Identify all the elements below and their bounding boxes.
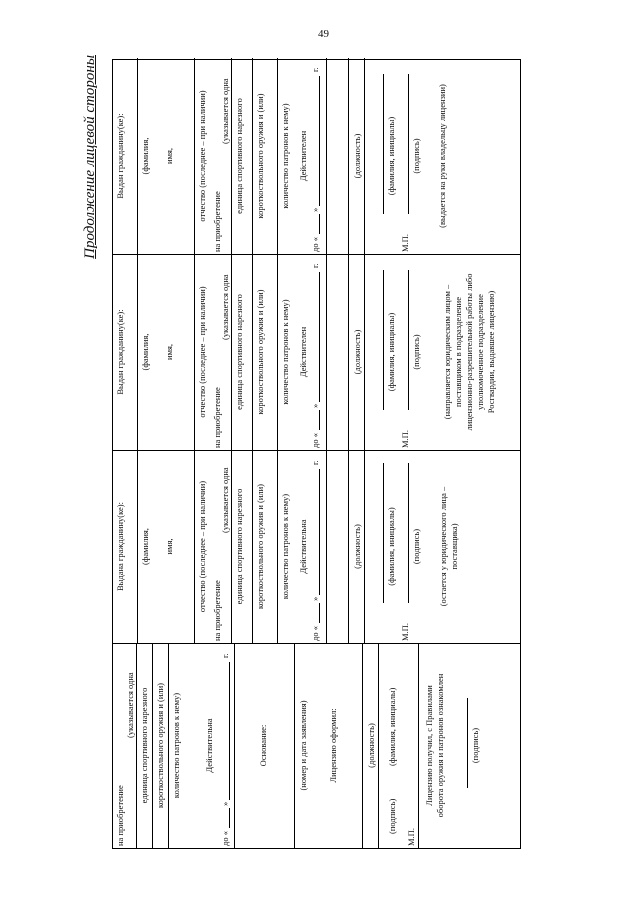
- line: [319, 603, 320, 623]
- signature-label: (подпись): [387, 798, 397, 834]
- line: [231, 58, 232, 254]
- cartridges-label: количество патронов к нему): [280, 103, 290, 209]
- short-barrel-label: короткоствольного оружия и (или): [255, 484, 265, 610]
- line: [252, 58, 253, 254]
- line: [277, 450, 278, 643]
- line: [168, 643, 169, 848]
- line: [231, 254, 232, 450]
- short-barrel-label: короткоствольного оружия и (или): [255, 93, 265, 219]
- page-number: 49: [318, 28, 329, 40]
- line: [234, 643, 235, 848]
- line: [383, 74, 384, 214]
- indicate-one-label: (указывается одна: [125, 672, 135, 738]
- indicate-one-label: (указывается одна: [220, 78, 230, 144]
- note-line1: (остается у юридического лица –: [438, 486, 448, 607]
- indicate-one-label: (указывается одна: [220, 274, 230, 340]
- line: [319, 469, 320, 595]
- cartridges-label: количество патронов к нему): [171, 692, 181, 799]
- cartridges-label: количество патронов к нему): [280, 493, 290, 600]
- line: [362, 643, 363, 848]
- column-authority-copy: [112, 254, 521, 451]
- line: [194, 450, 195, 643]
- line: [252, 254, 253, 450]
- column-stub: [112, 643, 521, 849]
- received-line2: оборота оружия и патронов ознакомлен: [435, 673, 445, 818]
- column-supplier-copy: [112, 450, 521, 644]
- line: [383, 270, 384, 410]
- position-label: (должность): [352, 524, 362, 569]
- year-abbrev: г.: [220, 653, 230, 658]
- signature-line: [467, 698, 468, 788]
- line: [326, 450, 327, 643]
- line: [277, 58, 278, 254]
- until-open-quote: до «: [220, 831, 230, 846]
- until-open-quote: до «: [310, 626, 320, 641]
- line: [348, 450, 349, 643]
- short-barrel-label: короткоствольного оружия и (или): [155, 683, 165, 809]
- on-purchase-label: на приобретение: [212, 580, 222, 641]
- line: [137, 58, 138, 254]
- line: [383, 463, 384, 603]
- until-close-quote: »: [310, 207, 320, 212]
- line: [319, 76, 320, 206]
- note-line2: поставщика): [449, 523, 459, 570]
- basis-label: Основание:: [258, 724, 268, 767]
- indicate-one-label: (указывается одна: [220, 467, 230, 533]
- surname-label: (фамилия,: [140, 333, 150, 371]
- stamp-label: М.П.: [400, 234, 410, 252]
- line: [348, 254, 349, 450]
- name-initials-label: (фамилия, инициалы): [387, 687, 397, 766]
- line: [326, 58, 327, 254]
- first-name-label: имя,: [164, 148, 174, 164]
- until-open-quote: до «: [310, 433, 320, 448]
- signature-label: (подпись): [411, 528, 421, 565]
- line: [229, 662, 230, 800]
- surname-label: (фамилия,: [140, 528, 150, 565]
- unit-label: единица спортивного нарезного: [234, 488, 244, 605]
- line: [194, 254, 195, 450]
- year-abbrev: г.: [310, 67, 320, 72]
- note-line: (выдается на руки владельцу лицензии): [437, 84, 447, 228]
- position-label: (должность): [352, 329, 362, 375]
- on-purchase-label: на приобретение: [212, 387, 222, 448]
- valid-label: Действительна: [298, 519, 308, 574]
- cartridges-label: количество патронов к нему): [280, 299, 290, 405]
- signature-label: (подпись): [411, 138, 421, 174]
- patronymic-label: отчество (последнее – при наличии): [197, 286, 207, 418]
- line: [364, 58, 365, 254]
- received-line1: Лицензию получил, с Правилами: [424, 685, 434, 806]
- line: [194, 58, 195, 254]
- short-barrel-label: короткоствольного оружия и (или): [255, 289, 265, 415]
- on-purchase-label: на приобретение: [212, 191, 222, 252]
- line: [319, 214, 320, 234]
- note-line2: поставщиком в подразделение: [453, 297, 463, 407]
- issued-to-label: Выдана гражданину(ке):: [115, 502, 125, 592]
- line: [319, 272, 320, 402]
- first-name-label: имя,: [164, 344, 174, 360]
- application-number-date-label: (номер и дата заявления): [298, 700, 308, 791]
- until-close-quote: »: [310, 403, 320, 408]
- name-initials-label: (фамилия, инициалы): [386, 312, 396, 392]
- patronymic-label: отчество (последнее – при наличии): [197, 480, 207, 613]
- stamp-label: М.П.: [406, 828, 416, 846]
- signature-label: (подпись): [411, 334, 421, 370]
- stamp-label: М.П.: [400, 623, 410, 641]
- line: [408, 463, 409, 603]
- surname-label: (фамилия,: [140, 137, 150, 175]
- line: [378, 643, 379, 848]
- year-abbrev: г.: [310, 263, 320, 268]
- position-label: (должность): [366, 723, 376, 768]
- note-line1: (направляется юридическим лицом –: [442, 284, 452, 420]
- valid-label: Действительна: [204, 718, 214, 773]
- note-line5: Росгвардии, выдавшее лицензию): [486, 290, 496, 414]
- unit-label: единица спортивного нарезного: [139, 687, 149, 804]
- line: [277, 254, 278, 450]
- patronymic-label: отчество (последнее – при наличии): [197, 90, 207, 222]
- unit-label: единица спортивного нарезного: [234, 98, 244, 214]
- valid-label: Действителен: [298, 130, 308, 182]
- unit-label: единица спортивного нарезного: [234, 294, 244, 410]
- line: [152, 643, 153, 848]
- line: [408, 270, 409, 410]
- column-holder-copy: [112, 58, 521, 255]
- line: [418, 643, 419, 848]
- line: [348, 58, 349, 254]
- note-line4: уполномоченное подразделение: [475, 294, 485, 410]
- line: [137, 450, 138, 643]
- line: [294, 643, 295, 848]
- line: [326, 254, 327, 450]
- line: [136, 643, 137, 848]
- line: [229, 808, 230, 828]
- line: [252, 450, 253, 643]
- until-close-quote: »: [310, 596, 320, 601]
- name-initials-label: (фамилия, инициалы): [386, 507, 396, 586]
- issued-by-label: Лицензию оформил:: [328, 708, 338, 783]
- line: [364, 254, 365, 450]
- line: [408, 74, 409, 214]
- line: [137, 254, 138, 450]
- issued-to-label: Выдан гражданину(ке):: [115, 113, 125, 199]
- on-purchase-label: на приобретение: [115, 785, 125, 846]
- year-abbrev: г.: [310, 460, 320, 465]
- until-close-quote: »: [220, 801, 230, 806]
- note-line3: лицензионно-разрешительной работы либо: [464, 273, 474, 431]
- name-initials-label: (фамилия, инициалы): [386, 116, 396, 196]
- line: [231, 450, 232, 643]
- until-open-quote: до «: [310, 237, 320, 252]
- line: [319, 410, 320, 430]
- signature2-label: (подпись): [470, 727, 480, 764]
- issued-to-label: Выдан гражданину(ке):: [115, 309, 125, 395]
- stamp-label: М.П.: [400, 430, 410, 448]
- license-form-sheet: [82, 55, 521, 849]
- continuation-heading: Продолжение лицевой стороны: [82, 55, 98, 259]
- first-name-label: имя,: [164, 538, 174, 555]
- position-label: (должность): [352, 133, 362, 179]
- valid-label: Действителен: [298, 326, 308, 378]
- line: [364, 450, 365, 643]
